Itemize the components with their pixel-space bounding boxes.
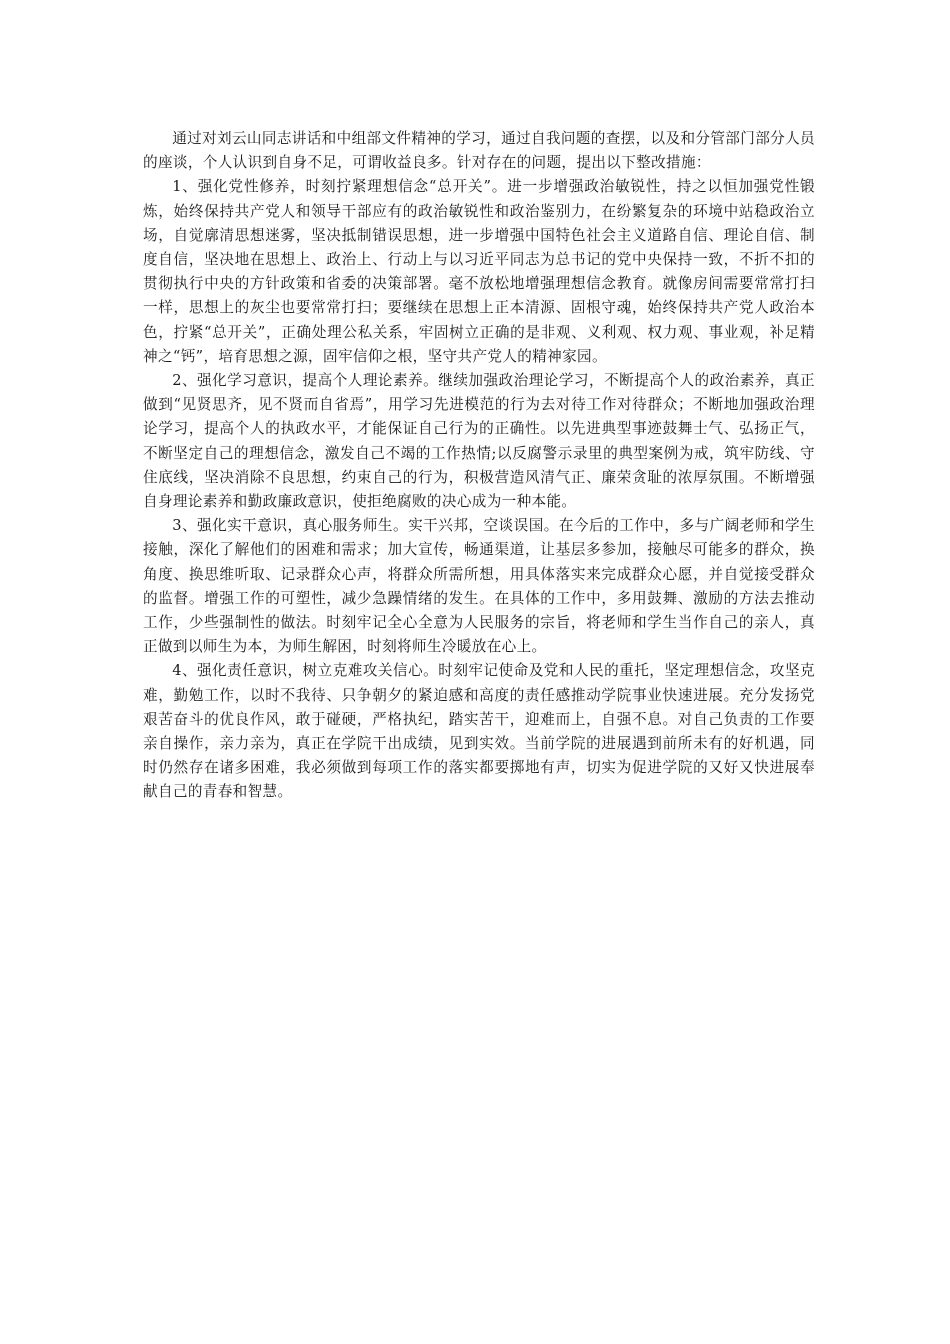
measure-3-paragraph: 3、强化实干意识，真心服务师生。实干兴邦，空谈误国。在今后的工作中，多与广阔老师和学生接触，深化了解他们的困难和需求；加大宣传，畅通渠道，让基层多参加，接触尽可能多的群众，换角度、换思维听取、记录群众心声，将群众所需所想，用具体落实来完成群众心愿，并自觉接受群众的监督。增强工作的可塑性，减少急躁情绪的发生。在具体的工作中，多用鼓舞、激励的方法去推动工作，少些强制性的做法。时刻牢记全心全意为人民服务的宗旨，将老师和学生当作自己的亲人，真正做到以师生为本，为师生解困，时刻将师生冷暖放在心上。 [143,517,815,656]
measure-1-paragraph: 1、强化党性修养，时刻拧紧理想信念“总开关”。进一步增强政治敏锐性，持之以恒加强党性锻炼，始终保持共产党人和领导干部应有的政治敏锐性和政治鉴别力，在纷繁复杂的环境中站稳政治立场，自觉廓清思想迷雾，坚决抵制错误思想，进一步增强中国特色社会主义道路自信、理论自信、制度自信，坚决地在思想上、政治上、行动上与以习近平同志为总书记的党中央保持一致，不折不扣的贯彻执行中央的方针政策和省委的决策部署。毫不放松地增强理想信念教育。就像房间需要常常打扫一样，思想上的灰尘也要常常打扫；要继续在思想上正本清源、固根守魂，始终保持共产党人政治本色，拧紧“总开关”，正确处理公私关系，牢固树立正确的是非观、义利观、权力观、事业观，补足精神之“钙”，培育思想之源，固牢信仰之根，坚守共产党人的精神家园。 [143,178,815,365]
measure-2-paragraph: 2、强化学习意识，提高个人理论素养。继续加强政治理论学习，不断提高个人的政治素养，真正做到“见贤思齐，见不贤而自省焉”，用学习先进模范的行为去对待工作对待群众；不断地加强政治理论学习，提高个人的执政水平，才能保证自己行为的正确性。以先进典型事迹鼓舞士气、弘扬正气，不断坚定自己的理想信念，激发自己不竭的工作热情;以反腐警示录里的典型案例为戒，筑牢防线、守住底线，坚决消除不良思想，约束自己的行为，积极营造风清气正、廉荣贪耻的浓厚氛围。不断增强自身理论素养和勤政廉政意识，使拒绝腐败的决心成为一种本能。 [143,372,815,511]
intro-paragraph: 通过对刘云山同志讲话和中组部文件精神的学习，通过自我问题的查摆，以及和分管部门部分人员的座谈，个人认识到自身不足，可谓收益良多。针对存在的问题，提出以下整改措施： [143,130,815,172]
measure-4-paragraph: 4、强化责任意识，树立克难攻关信心。时刻牢记使命及党和人民的重托，坚定理想信念，攻坚克难，勤勉工作，以时不我待、只争朝夕的紧迫感和高度的责任感推动学院事业快速进展。充分发扬党艰苦奋斗的优良作风，敢于碰硬，严格执纪，踏实苦干，迎难而上，自强不息。对自己负责的工作要亲自操作，亲力亲为，真正在学院干出成绩，见到实效。当前学院的进展遇到前所未有的好机遇，同时仍然存在诸多困难，我必须做到每项工作的落实都要掷地有声，切实为促进学院的又好又快进展奉献自己的青春和智慧。 [143,662,815,801]
document-body [143,127,815,805]
